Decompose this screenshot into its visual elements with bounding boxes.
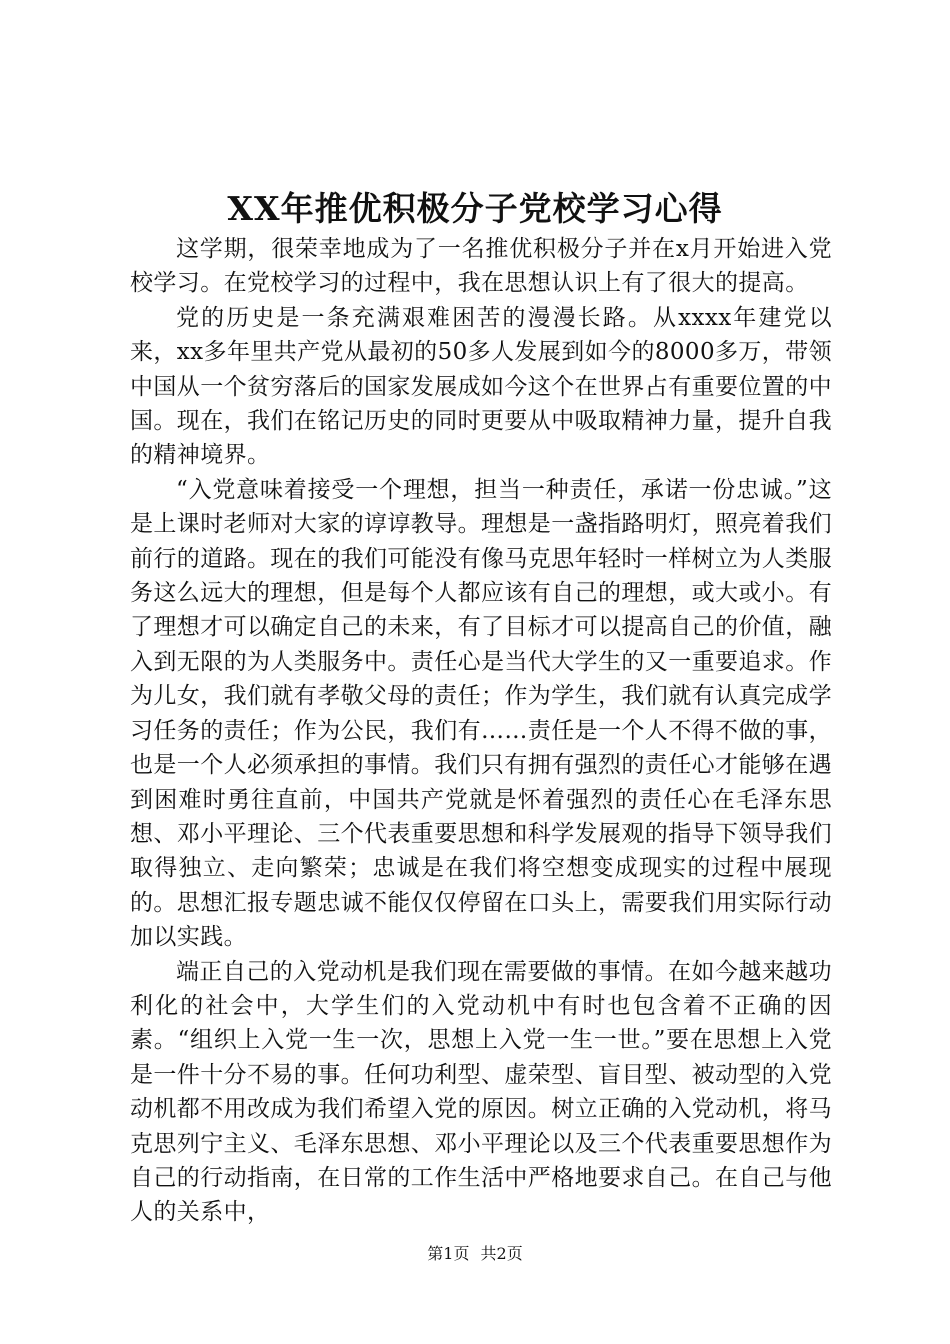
page-total: 共2页 [480,1244,523,1263]
document-body [130,232,832,1230]
page-footer [0,1243,950,1265]
paragraph: 这学期，很荣幸地成为了一名推优积极分子并在x月开始进入党校学习。在党校学习的过程中，我在思想认识上有了很大的提高。 [130,236,832,297]
page-number: 第1页 [427,1244,470,1263]
paragraph: 党的历史是一条充满艰难困苦的漫漫长路。从xxxx年建党以来，xx多年里共产党从最初的50多人发展到如今的8000多万，带领中国从一个贫穷落后的国家发展成如今这个在世界占有重要位置的中国。现在，我们在铭记历史的同时更要从中吸取精神力量，提升自我的精神境界。 [130,304,832,469]
document-title: XX年推优积极分子党校学习心得 [227,189,723,228]
paragraph: “入党意味着接受一个理想，担当一种责任，承诺一份忠诚。”这是上课时老师对大家的谆谆教导。理想是一盏指路明灯，照亮着我们前行的道路。现在的我们可能没有像马克思年轻时一样树立为人类服务这么远大的理想，但是每个人都应该有自己的理想，或大或小。有了理想才可以确定自己的未来，有了目标才可以提高自己的价值，融入到无限的为人类服务中。责任心是当代大学生的又一重要追求。作为儿女，我们就有孝敬父母的责任；作为学生，我们就有认真完成学习任务的责任；作为公民，我们有……责任是一个人不得不做的事，也是一个人必须承担的事情。我们只有拥有强烈的责任心才能够在遇到困难时勇往直前，中国共产党就是怀着强烈的责任心在毛泽东思想、邓小平理论、三个代表重要思想和科学发展观的指导下领导我们取得独立、走向繁荣；忠诚是在我们将空想变成现实的过程中展现的。思想汇报专题忠诚不能仅仅停留在口头上，需要我们用实际行动加以实践。 [130,476,832,951]
paragraph: 端正自己的入党动机是我们现在需要做的事情。在如今越来越功利化的社会中，大学生们的入党动机中有时也包含着不正确的因素。“组织上入党一生一次，思想上入党一生一世。”要在思想上入党是一件十分不易的事。任何功利型、虚荣型、盲目型、被动型的入党动机都不用改成为我们希望入党的原因。树立正确的入党动机，将马克思列宁主义、毛泽东思想、邓小平理论以及三个代表重要思想作为自己的行动指南，在日常的工作生活中严格地要求自己。在自己与他人的关系中， [130,958,832,1226]
